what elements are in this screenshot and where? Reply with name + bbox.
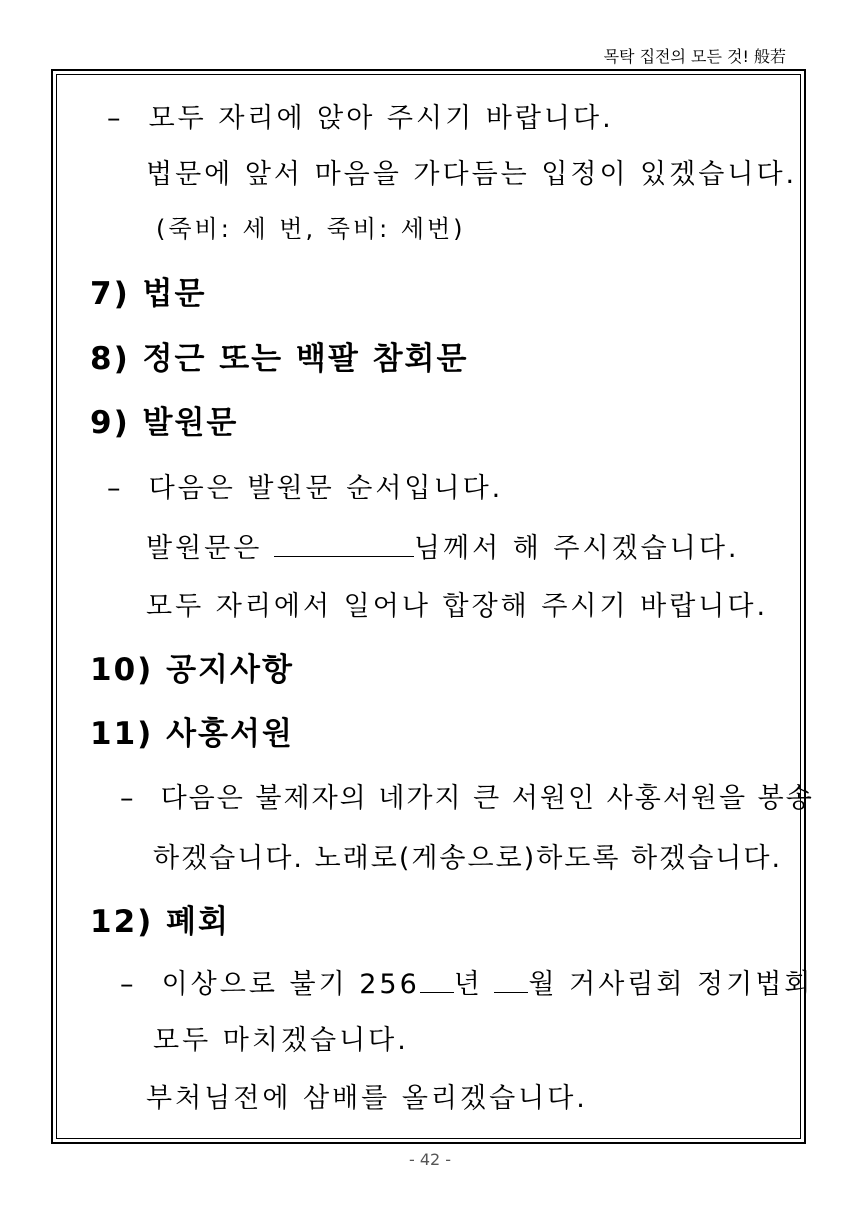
blank-name-field — [274, 532, 414, 557]
line-stand-up: 모두 자리에서 일어나 합장해 주시기 바랍니다. — [146, 591, 769, 622]
dash-marker: – — [120, 969, 137, 1000]
line-four-vows-intro — [120, 776, 814, 815]
line-vow-order — [107, 466, 503, 505]
line-text: 월 거사림회 정기법회 — [528, 969, 814, 1000]
line-meditation: 법문에 앞서 마음을 가다듬는 입정이 있겠습니다. — [146, 159, 798, 190]
dash-marker: – — [107, 473, 124, 504]
line-text: 발원문은 — [146, 533, 274, 564]
line-be-seated — [107, 96, 614, 135]
line-four-vows-song: 하겠습니다. 노래로(게송으로)하도록 하겠습니다. — [153, 843, 783, 874]
dash-marker: – — [120, 783, 136, 814]
section-11-four-vows: 11) 사홍서원 — [90, 716, 294, 752]
section-7-dharma-talk: 7) 법문 — [90, 276, 207, 312]
line-jukbi: (죽비: 세 번, 죽비: 세번) — [156, 215, 466, 243]
line-text: 이상으로 불기 256 — [161, 969, 420, 1000]
line-text: 다음은 발원문 순서입니다. — [148, 473, 504, 504]
page-number: - 42 - — [408, 1150, 452, 1169]
section-10-notices: 10) 공지사항 — [90, 652, 294, 688]
line-text: 모두 자리에 앉아 주시기 바랍니다. — [148, 103, 614, 134]
dash-marker: – — [107, 103, 124, 134]
line-closing-year — [120, 962, 813, 1001]
section-9-vow: 9) 발원문 — [90, 405, 239, 441]
blank-year-field — [420, 968, 454, 993]
line-three-bows: 부처님전에 삼배를 올리겠습니다. — [146, 1083, 588, 1114]
section-12-closing: 12) 폐회 — [90, 904, 230, 940]
line-text: 님께서 해 주시겠습니다. — [413, 533, 740, 564]
section-8-chanting: 8) 정근 또는 백팔 참회문 — [90, 341, 469, 377]
line-text: 년 — [453, 969, 495, 1000]
line-finish: 모두 마치겠습니다. — [153, 1025, 409, 1056]
line-text: 다음은 불제자의 네가지 큰 서원인 사홍서원을 봉송 — [160, 783, 814, 814]
running-header: 목탁 집전의 모든 것! 般若 — [603, 47, 786, 66]
blank-month-field — [494, 968, 528, 993]
line-vow-reader — [146, 526, 740, 565]
